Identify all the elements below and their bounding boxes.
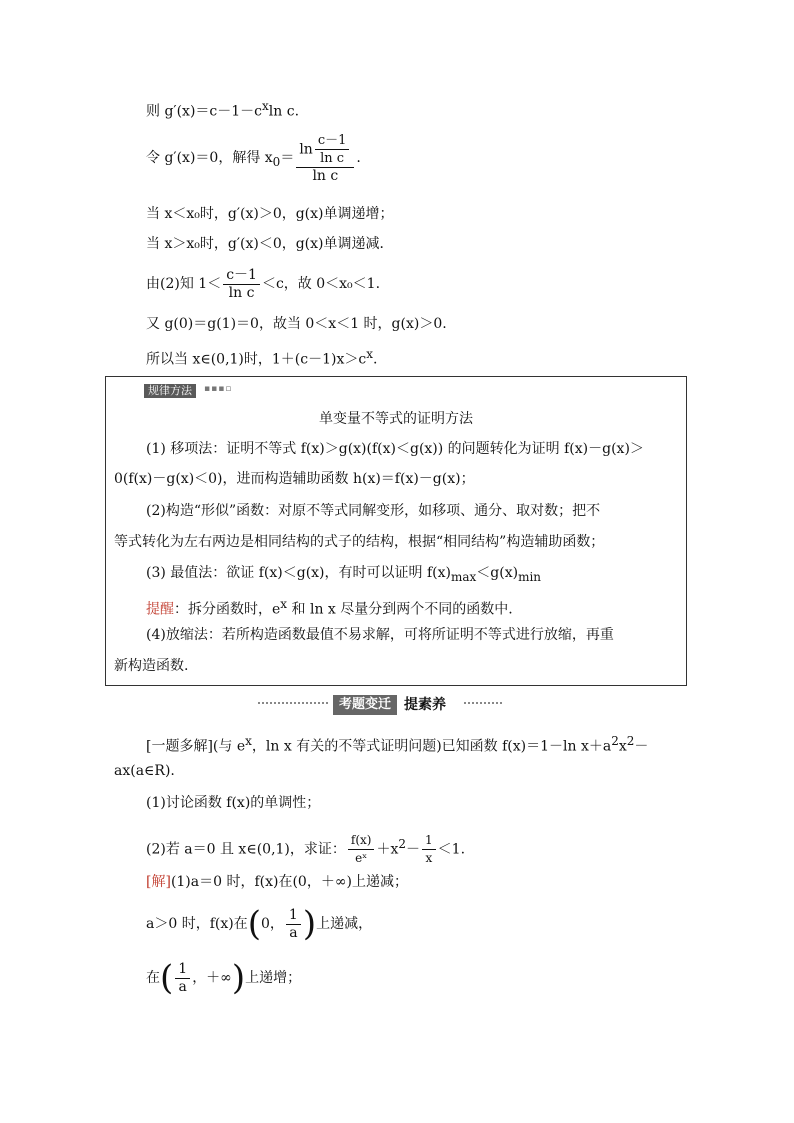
banner-tag: 考题变迁	[333, 695, 397, 715]
question-stem-cont: ax(a∈R).	[114, 763, 175, 779]
method-tag-dots: ▪▪▪▫	[204, 384, 233, 394]
method-tag: 规律方法	[144, 384, 196, 398]
solution-line1: [解](1)a＝0 时，f(x)在(0，＋∞)上递减；	[146, 874, 408, 890]
method-title: 单变量不等式的证明方法	[319, 411, 473, 427]
line-decreasing: 当 x＞x₀时，g′(x)＜0，g(x)单调递减．	[146, 236, 394, 252]
solution-label: [解]	[146, 874, 171, 890]
method-p2b: 等式转化为左右两边是相同结构的式子的结构，根据“相同结构”构造辅助函数；	[114, 534, 605, 550]
line-g-derivative: 则 $g'(x)=c-1-c^x\ln$ c.	[146, 99, 300, 120]
critical-point-fraction: ln $\frac{c-1}{\text{ln c}}$ ln c	[296, 133, 354, 184]
method-p1b: 0(f(x)－g(x)＜0)，进而构造辅助函数 h(x)＝f(x)－g(x)；	[114, 471, 475, 487]
method-p2a: (2)构造“形似”函数：对原不等式同解变形，如移项、通分、取对数；把不	[146, 503, 601, 519]
method-p1a: (1) 移项法：证明不等式 f(x)＞g(x)(f(x)＜g(x)) 的问题转化为证明 f(x)－g(x)＞	[146, 441, 644, 457]
method-p5b: 新构造函数.	[114, 658, 189, 674]
question-part1: (1)讨论函数 f(x)的单调性；	[146, 795, 321, 811]
section-banner	[258, 692, 502, 718]
method-summary-box	[105, 376, 687, 686]
solution-line3: 在( $\frac{1}{a}$ ，＋∞)上递增；	[146, 958, 302, 998]
line-increasing: 当 x＜x₀时，g′(x)＞0，g(x)单调递增；	[146, 206, 394, 222]
method-p5a: (4)放缩法：若所构造函数最值不易求解，可将所证明不等式进行放缩，再重	[146, 627, 614, 643]
question-part2: (2)若 a＝0 且 x∈(0,1)，求证： $\frac{f(x)}{\text{eˣ}}$ $+x^2-$ $\frac{1}{x}$ ＜1.	[146, 833, 466, 866]
question-stem: [一题多解](与 $e^x$，ln x 有关的不等式证明问题)已知函数 f(x)＝1－ln $x+a^2x^2-$	[146, 734, 649, 755]
line-g-positive: 又 g(0)＝g(1)＝0，故当 0＜x＜1 时，g(x)＞0.	[146, 316, 447, 332]
solution-line2: a＞0 时，f(x)在(0， $\frac{1}{a}$ )上递减，	[146, 904, 373, 944]
line-critical-point: 令 g′(x)＝0，解得 $x_0=$ ln $\frac{c-1}{\text{ln c}}$ ln c .	[146, 132, 361, 184]
line-range-x0: 由(2)知 1＜ $\frac{c-1}{\text{ln c}}$ ＜c，故 0＜x₀＜1.	[146, 266, 381, 301]
method-p4: 提醒：拆分函数时，$e^x$ 和 ln x 尽量分到两个不同的函数中.	[146, 597, 513, 618]
line-conclusion: 所以当 x∈(0,1)时，$1+(c-1)x>c^x$.	[146, 347, 378, 368]
banner-word: 提素养	[404, 697, 446, 713]
reminder-label: 提醒	[146, 601, 174, 618]
method-p3: (3) 最值法：欲证 f(x)＜g(x)，有时可以证明 $f(x)_{max}<g(x)_{min}$	[146, 565, 542, 584]
